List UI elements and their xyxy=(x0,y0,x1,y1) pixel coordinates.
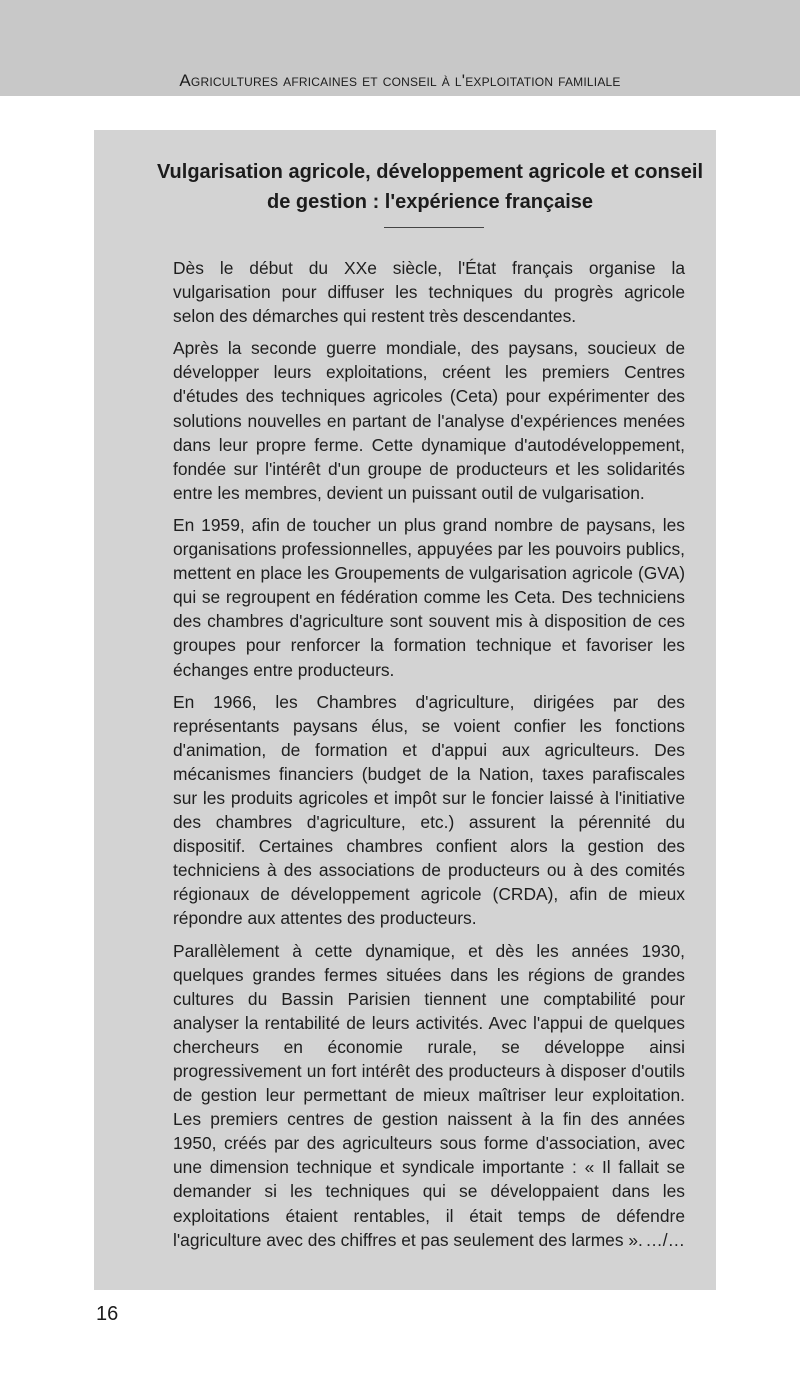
paragraph-last xyxy=(173,939,685,1252)
paragraph-text: Parallèlement à cette dynamique, et dès les années 1930, quelques grandes fermes situées dans les régions de grandes cultures du Bassin Parisien tiennent une comptabilité pour analyser la rentabilité de leurs activités. Avec l'appui de quelques chercheurs en économie rurale, se développe ainsi progressivement un fort intérêt des producteurs à disposer d'outils de gestion leur permettant de mieux maîtriser leur exploitation. Les premiers centres de gestion naissent à la fin des années 1950, créés par des agriculteurs sous forme d'association, avec une dimension technique et syndicale importante : « Il fallait se demander si les techniques qui se développaient dans les exploitations étaient rentables, il était temps de défendre l'agriculture avec des chiffres et pas seulement des larmes ». xyxy=(173,940,685,1250)
running-title: Agricultures africaines et conseil à l'exploitation familiale xyxy=(179,71,621,90)
paragraph: En 1966, les Chambres d'agriculture, dirigées par des représentants paysans élus, se voient confier les fonctions d'animation, de formation et d'appui aux agriculteurs. Des mécanismes financiers (budget de la Nation, taxes parafiscales sur les produits agricoles et impôt sur le foncier laissé à l'initiative des chambres d'agriculture, etc.) assurent la pérennité du dispositif. Certaines chambres confient alors la gestion des techniciens à des associations de producteurs ou à des comités régionaux de développement agricole (CRDA), afin de mieux répondre aux attentes des producteurs. xyxy=(173,691,685,929)
page-number: 16 xyxy=(96,1303,119,1325)
paragraph: En 1959, afin de toucher un plus grand nombre de paysans, les organisations professionnelles, appuyées par les pouvoirs publics, mettent en place les Groupements de vulgarisation agricole (GVA) qui se regroupent en fédération comme les Ceta. Des techniciens des chambres d'agriculture sont souvent mis à disposition de ces groupes pour renforcer la formation technique et favoriser les échanges entre producteurs. xyxy=(173,514,685,680)
paragraph: Dès le début du XXe siècle, l'État français organise la vulgarisation pour diffuser les techniques du progrès agricole selon des démarches qui restent très descendantes. xyxy=(173,258,685,327)
title-divider xyxy=(384,227,484,228)
box-title: Vulgarisation agricole, développement agricole et conseil de gestion : l'expérience française xyxy=(156,161,704,213)
box-body xyxy=(173,256,685,1252)
continuation-mark: …/… xyxy=(645,1229,685,1250)
paragraph: Après la seconde guerre mondiale, des paysans, soucieux de développer leurs exploitations, créent les premiers Centres d'études des techniques agricoles (Ceta) pour expérimenter des solutions nouvelles en partant de l'analyse d'expériences menées dans leur propre ferme. Cette dynamique d'autodéveloppement, fondée sur l'intérêt d'un groupe de producteurs et les solidarités entre les membres, devient un puissant outil de vulgarisation. xyxy=(173,338,685,503)
page-header xyxy=(0,0,800,96)
